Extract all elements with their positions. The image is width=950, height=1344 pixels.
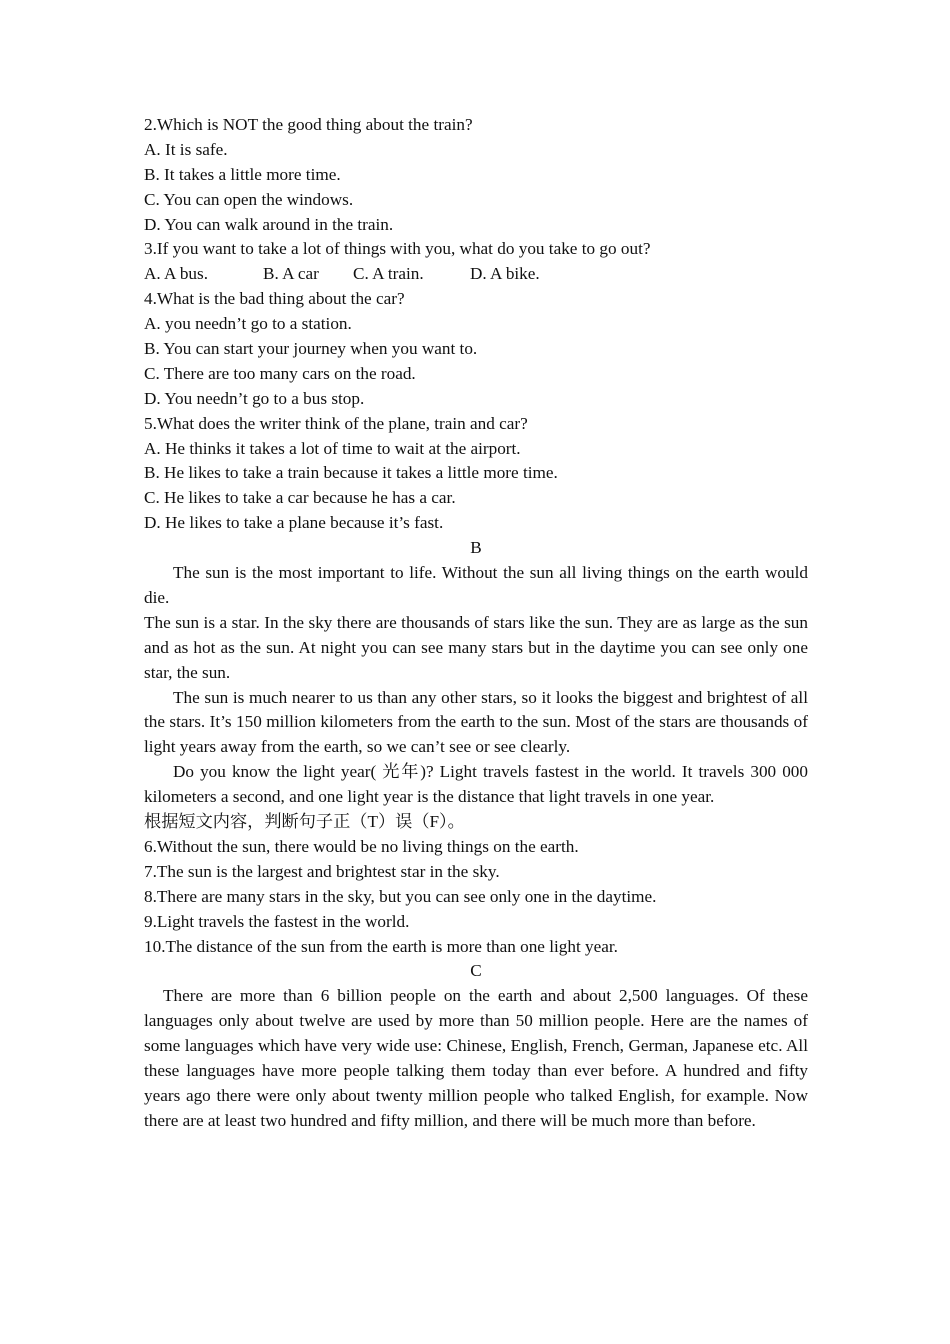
option: D. You needn’t go to a bus stop. (144, 388, 365, 408)
option: D. You can walk around in the train. (144, 214, 394, 234)
statement: 8.There are many stars in the sky, but you can see only one in the daytime. (144, 886, 657, 906)
option: C. There are too many cars on the road. (144, 363, 416, 383)
option: D. He likes to take a plane because it’s fast. (144, 513, 444, 533)
option: B. A car (263, 264, 319, 284)
statement: 9.Light travels the fastest in the world. (144, 911, 410, 931)
option: D. A bike. (470, 264, 540, 284)
option: C. He likes to take a car because he has a car. (144, 488, 456, 508)
option: A. He thinks it takes a lot of time to wait at the airport. (144, 438, 521, 458)
section-c-heading: C (470, 961, 482, 981)
question-4: 4.What is the bad thing about the car? (144, 289, 405, 309)
question-3-options (144, 262, 808, 287)
section-b-paragraph: The sun is much nearer to us than any other stars, so it looks the biggest and brightest of all the stars. It’s 150 million kilometers from the earth to the sun. Most of the stars are thousands of light years away from the earth, so we can’t see or see clearly. (144, 687, 808, 757)
question-5: 5.What does the writer think of the plane, train and car? (144, 413, 528, 433)
option: B. He likes to take a train because it takes a little more time. (144, 463, 558, 483)
option: A. you needn’t go to a station. (144, 314, 352, 334)
question-2: 2.Which is NOT the good thing about the train? (144, 115, 473, 134)
option: B. It takes a little more time. (144, 164, 341, 184)
section-b-paragraph: The sun is the most important to life. Without the sun all living things on the earth would die. (144, 563, 808, 607)
option: A. It is safe. (144, 139, 228, 159)
question-3: 3.If you want to take a lot of things with you, what do you take to go out? (144, 239, 651, 259)
statement: 6.Without the sun, there would be no living things on the earth. (144, 836, 579, 856)
document-page (144, 113, 808, 1134)
option: C. A train. (353, 264, 424, 284)
statement: 7.The sun is the largest and brightest star in the sky. (144, 861, 500, 881)
statement: 10.The distance of the sun from the earth is more than one light year. (144, 936, 618, 956)
section-b-heading: B (470, 538, 482, 558)
option: B. You can start your journey when you want to. (144, 339, 478, 359)
option: A. A bus. (144, 264, 208, 284)
section-b-instruction: 根据短文内容，判断句子正（T）误（F）。 (144, 812, 465, 832)
option: C. You can open the windows. (144, 189, 354, 209)
section-b-paragraph: The sun is a star. In the sky there are thousands of stars like the sun. They are as large as the sun and as hot as the sun. At night you can see many stars but in the daytime you can see only one star, the sun. (144, 612, 808, 682)
section-b-paragraph: Do you know the light year( 光年)? Light travels fastest in the world. It travels 300 000 kilometers a second, and one light year is the distance that light travels in one year. (144, 762, 808, 807)
section-c-paragraph: There are more than 6 billion people on the earth and about 2,500 languages. Of these languages only about twelve are used by more than 50 million people. Here are the names of some languages which have very wide use: Chinese, English, French, German, Japanese etc. All these languages have more people talking them today than ever before. A hundred and fifty years ago there were only about twenty million people who talked English, for example. Now there are at least two hundred and fifty million, and there will be much more than before. (144, 986, 808, 1130)
